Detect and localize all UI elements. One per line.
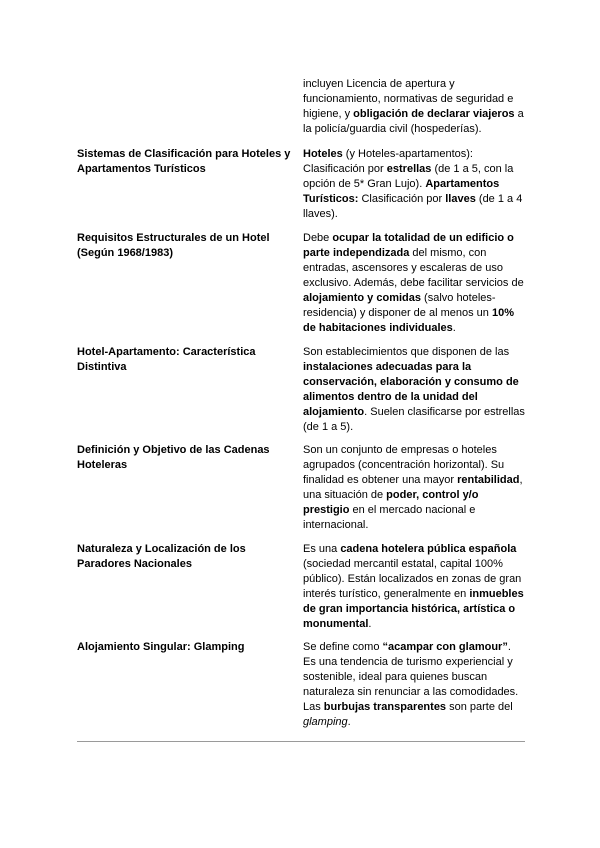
text: . bbox=[347, 716, 351, 728]
definition bbox=[303, 345, 525, 435]
text: Clasificación por bbox=[358, 193, 446, 205]
text: , una situación de bbox=[303, 474, 523, 501]
text: en el mercado nacional e internacional. bbox=[303, 504, 476, 531]
bold-text: poder, control y/o prestigio bbox=[303, 489, 479, 516]
bold-text: burbujas transparentes bbox=[323, 701, 447, 713]
text: (sociedad mercantil estatal, capital 100% público). Están localizados en zonas de gran interés turístico, generalmente en bbox=[303, 558, 522, 600]
term: Hotel-Apartamento: Característica Distintiva bbox=[77, 346, 256, 373]
bold-text: Apartamentos Turísticos: bbox=[303, 178, 500, 205]
text: Son un conjunto de empresas o hoteles agrupados (concentración horizontal). Su finalidad es obtener una mayor bbox=[303, 444, 505, 486]
bold-text: Hoteles bbox=[303, 148, 343, 160]
bold-text: obligación de declarar viajeros bbox=[353, 108, 515, 120]
bold-text: “acampar con glamour” bbox=[382, 641, 508, 653]
bold-text: instalaciones adecuadas para la conservación, elaboración y consumo de alimentos dentro de la unidad del alojamiento bbox=[303, 361, 519, 418]
bottom-divider bbox=[77, 741, 525, 742]
text: incluyen Licencia de apertura y funcionamiento, normativas de seguridad e higiene, y bbox=[303, 78, 514, 120]
text: (de 1 a 5, con la opción de 5* Gran Lujo). bbox=[303, 163, 514, 190]
text: . bbox=[452, 322, 456, 334]
term: Requisitos Estructurales de un Hotel (Según 1968/1983) bbox=[77, 232, 270, 259]
text: son parte del bbox=[446, 701, 513, 713]
bold-text: llaves bbox=[445, 193, 476, 205]
definition bbox=[303, 231, 525, 336]
bold-text: inmuebles de gran importancia histórica, artística o monumental bbox=[303, 588, 524, 630]
term: Definición y Objetivo de las Cadenas Hoteleras bbox=[77, 444, 270, 471]
text: a la policía/guardia civil (hospederías). bbox=[303, 108, 524, 135]
text: Son establecimientos que disponen de las bbox=[303, 346, 510, 358]
bold-text: cadena hotelera pública española bbox=[340, 543, 517, 555]
bold-text: ocupar la totalidad de un edificio o parte independizada bbox=[303, 232, 514, 259]
text: (salvo hoteles-residencia) y disponer de al menos un bbox=[303, 292, 496, 319]
definition bbox=[303, 542, 525, 632]
text: Debe bbox=[303, 232, 333, 244]
definition bbox=[303, 443, 525, 533]
bold-text: 10% de habitaciones individuales bbox=[303, 307, 514, 334]
continued-definition bbox=[303, 77, 525, 137]
text: (de 1 a 4 llaves). bbox=[303, 193, 523, 220]
text: (y Hoteles-apartamentos): Clasificación por bbox=[303, 148, 473, 175]
bold-text: alojamiento y comidas bbox=[303, 292, 421, 304]
definition bbox=[303, 640, 525, 730]
bold-text: estrellas bbox=[386, 163, 432, 175]
text: . bbox=[368, 618, 372, 630]
term: Naturaleza y Localización de los Paradores Nacionales bbox=[77, 543, 246, 570]
term: Sistemas de Clasificación para Hoteles y Apartamentos Turísticos bbox=[77, 148, 291, 175]
italic-text: glamping bbox=[303, 716, 348, 728]
bold-text: rentabilidad bbox=[457, 474, 520, 486]
definition bbox=[303, 147, 525, 222]
text: Es una bbox=[303, 543, 341, 555]
text: Se define como bbox=[303, 641, 383, 653]
text: del mismo, con entradas, ascensores y escaleras de uso exclusivo. Además, debe facilitar servicios de bbox=[303, 247, 524, 289]
term: Alojamiento Singular: Glamping bbox=[77, 641, 245, 653]
text: . Suelen clasificarse por estrellas (de 1 a 5). bbox=[303, 406, 525, 433]
text: . Es una tendencia de turismo experiencial y sostenible, ideal para quienes buscan naturaleza sin renunciar a las comodidades. Las bbox=[303, 641, 519, 713]
